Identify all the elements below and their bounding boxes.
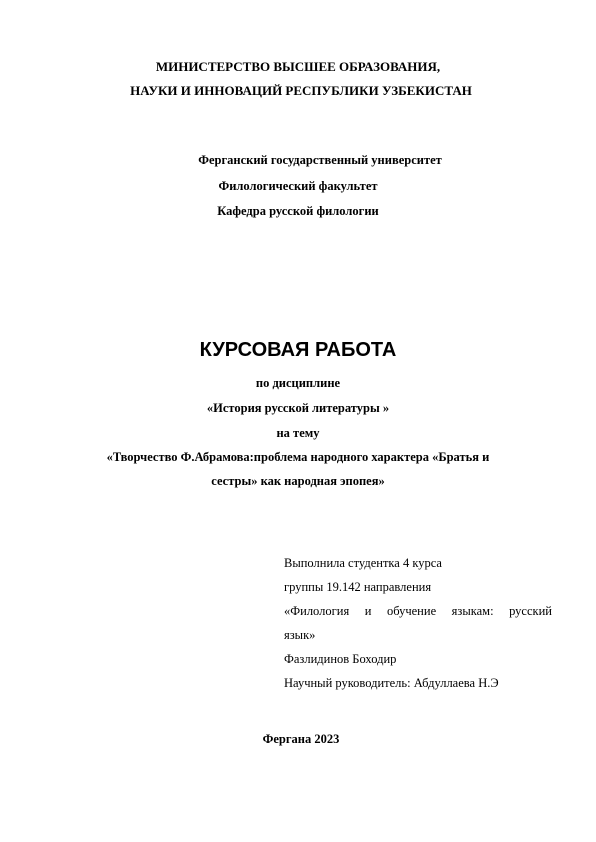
topic-label: на тему [276,426,320,440]
document-title: КУРСОВАЯ РАБОТА [199,339,397,361]
author-line-3-word: языкам: [451,604,494,618]
author-line-4: язык» [284,628,316,642]
student-name: Фазлидинов Боходир [284,652,397,666]
topic-line-2: сестры» как народная эпопея» [211,474,385,488]
department-name: Кафедра русской филологии [217,204,379,218]
author-line-3-word: обучение [386,604,437,618]
discipline-name: «История русской литературы » [206,401,390,415]
university-name: Ферганский государственный университет [198,153,442,167]
city-year: Фергана 2023 [262,732,340,746]
author-line-3-word: и [364,604,372,618]
ministry-line-1: МИНИСТЕРСТВО ВЫСШЕЕ ОБРАЗОВАНИЯ, [155,59,441,74]
author-line-3-word: русский [509,604,552,618]
supervisor: Научный руководитель: Абдуллаева Н.Э [284,676,499,690]
faculty-name: Филологический факультет [218,179,378,193]
author-line-3 [284,604,552,619]
ministry-line-2: НАУКИ И ИННОВАЦИЙ РЕСПУБЛИКИ УЗБЕКИСТАН [130,83,472,98]
discipline-label: по дисциплине [255,376,341,390]
topic-line-1: «Творчество Ф.Абрамова:проблема народного характера «Братья и [106,450,490,464]
author-line-2: группы 19.142 направления [284,580,432,594]
author-line-3-word: «Филология [284,604,350,618]
author-line-1: Выполнила студентка 4 курса [284,556,442,570]
